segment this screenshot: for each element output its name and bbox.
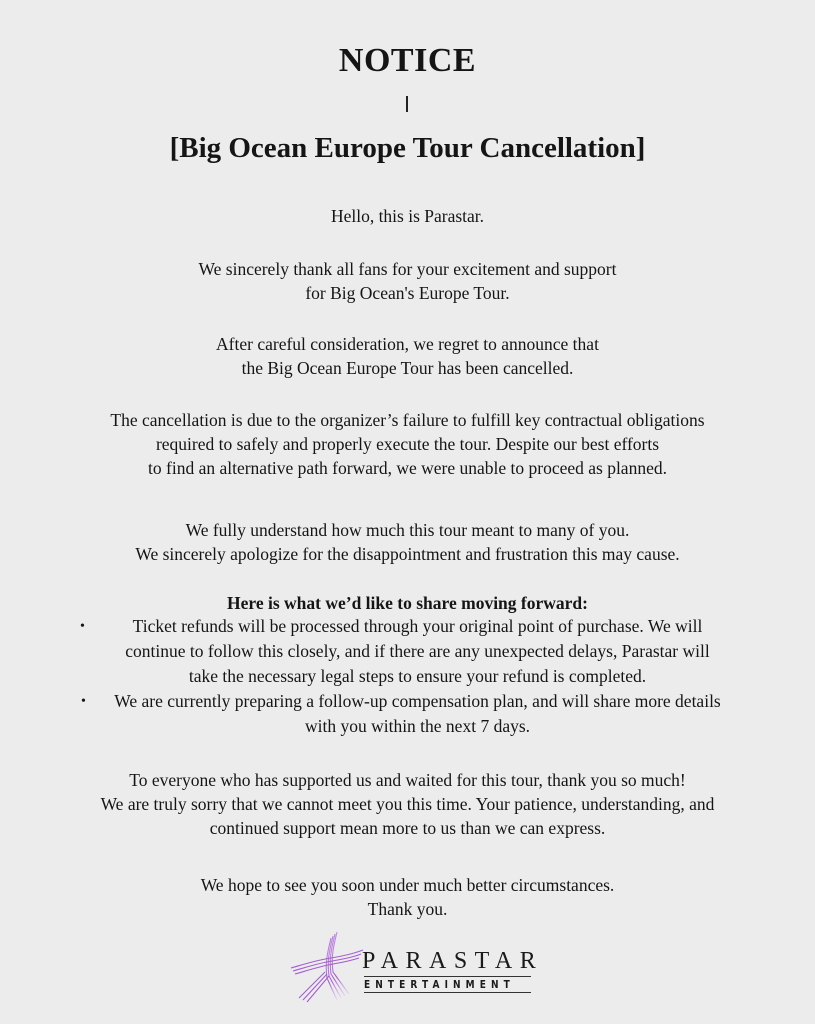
reason-line-3: to find an alternative path forward, we were unable to proceed as planned. (148, 458, 667, 478)
reason-line-2: required to safely and properly execute the tour. Despite our best efforts (155, 434, 660, 454)
apology-line-2: We sincerely apologize for the disappointment and frustration this may cause. (135, 544, 680, 564)
bullet-icon: • (81, 694, 86, 709)
regret-line-1: After careful consideration, we regret to announce that (216, 334, 599, 354)
apology-paragraph (0, 518, 815, 566)
reason-paragraph (0, 408, 815, 480)
notice-subtitle: [Big Ocean Europe Tour Cancellation] (169, 132, 646, 164)
thanks-paragraph (0, 257, 815, 305)
regret-line-2: the Big Ocean Europe Tour has been cancelled. (241, 358, 574, 378)
reason-line-1: The cancellation is due to the organizer’s failure to fulfill key contractual obligations (110, 410, 705, 430)
list-heading: Here is what we’d like to share moving forward: (227, 593, 588, 613)
next-steps-list (0, 614, 815, 739)
thanks-line-1: We sincerely thank all fans for your excitement and support (198, 259, 617, 279)
signoff-paragraph (0, 873, 815, 921)
title-divider (406, 96, 408, 112)
list-item-line: continue to follow this closely, and if there are any unexpected delays, Parastar will (125, 641, 710, 661)
greeting-paragraph (0, 204, 815, 228)
list-item-line: with you within the next 7 days. (304, 716, 531, 736)
list-item (0, 614, 815, 689)
thank-you-line: Thank you. (367, 899, 448, 919)
greeting-text: Hello, this is Parastar. (330, 206, 485, 226)
notice-title: NOTICE (338, 42, 477, 79)
closing-line-1: To everyone who has supported us and waited for this tour, thank you so much! (129, 770, 686, 790)
apology-line-1: We fully understand how much this tour meant to many of you. (185, 520, 630, 540)
logo-wordmark: PARASTAR (362, 948, 544, 974)
parastar-logo (285, 928, 544, 1006)
closing-line-3: continued support mean more to us than we can express. (209, 818, 606, 838)
logo-subtitle: ENTERTAINMENT (364, 978, 515, 991)
closing-paragraph (0, 768, 815, 840)
closing-line-2: We are truly sorry that we cannot meet you this time. Your patience, understanding, and (100, 794, 715, 814)
list-item (0, 689, 815, 739)
list-item-line: We are currently preparing a follow-up compensation plan, and will share more details (114, 691, 721, 711)
logo-rule (364, 992, 531, 993)
list-item-line: take the necessary legal steps to ensure your refund is completed. (188, 666, 647, 686)
bullet-icon: • (80, 619, 85, 634)
thanks-line-2: for Big Ocean's Europe Tour. (305, 283, 510, 303)
hope-line: We hope to see you soon under much better circumstances. (200, 875, 615, 895)
list-item-line: Ticket refunds will be processed through your original point of purchase. We will (132, 616, 703, 636)
purple-star-icon (285, 928, 365, 1006)
regret-paragraph (0, 332, 815, 380)
